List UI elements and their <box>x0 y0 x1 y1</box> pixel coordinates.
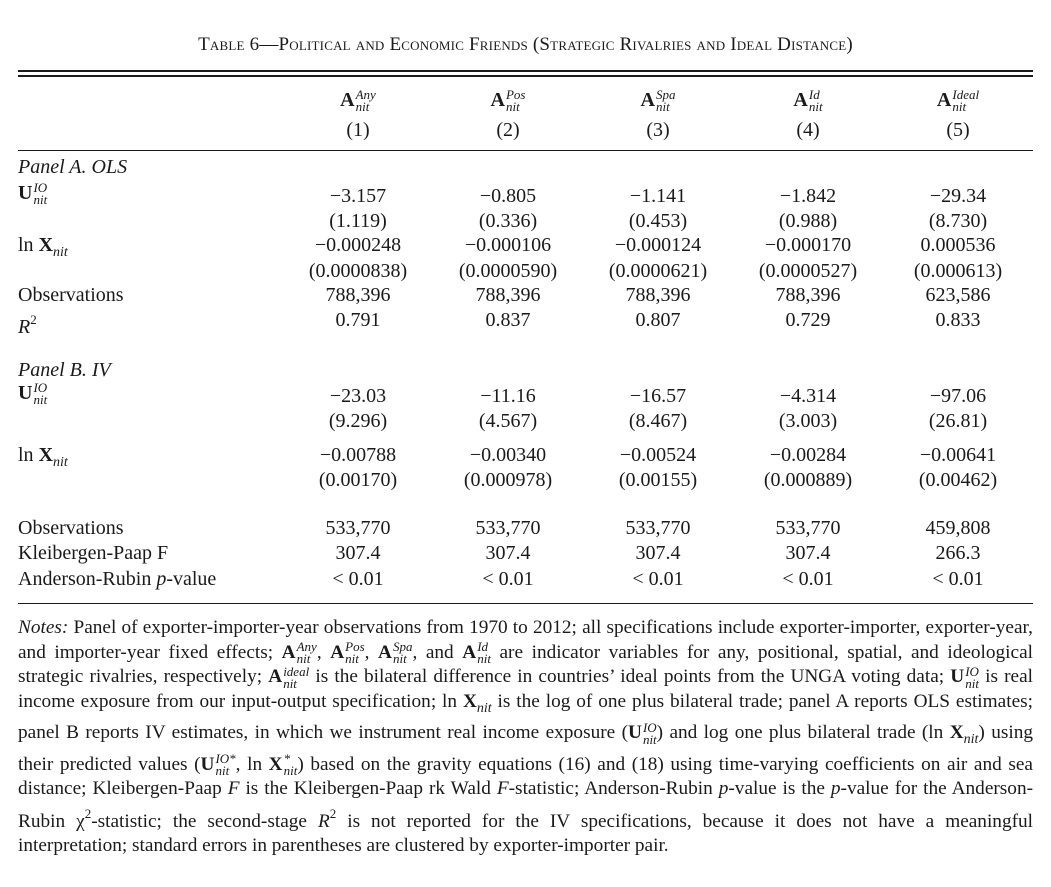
column-header-4: A Id nit <box>793 87 823 115</box>
panel-b-kp-1: 307.4 <box>335 542 381 564</box>
panel-b-x-coef-1: −0.00788 <box>319 444 397 466</box>
panel-a-x-coef-4: −0.000170 <box>764 234 852 256</box>
panel-a-r2-4: 0.729 <box>785 309 831 331</box>
column-number-3: (3) <box>646 119 670 141</box>
panel-b-x-se-1: (0.00170) <box>318 469 398 491</box>
panel-b-obs-2: 533,770 <box>475 517 541 539</box>
panel-a-r2-2: 0.837 <box>485 309 531 331</box>
column-number-5: (5) <box>946 119 970 141</box>
table-notes: Notes: Panel of exporter-importer-year observations from 1970 to 2012; all specifications include exporter-importer, exporter-year, and importer-year fixed effects; A Any nit , A Pos nit , A Spa nit , and A Id nit are indicator variables for any, positional, spatial, and ideological strategic rivalries, respectively; A ideal nit is the bilateral difference in countries’ ideal points from the UNGA voting data; U IO nit is real income exposure from our input-output specification; $\ln X_{nit}$ is the log of one plus bilateral trade; panel A reports OLS estimates; panel B reports IV estimates, in which we instrument real income exposure (U IO nit ) and log one plus bilateral trade (ln $X_{nit}$) using their predicted values (U IO* nit , ln X * nit ) based on the gravity equations (16) and (18) using time-varying coefficients on air and sea distance; Kleibergen-Paap F is the Kleibergen-Paap rk Wald F-statistic; Anderson-Rubin p-value is the p-value for the Anderson-Rubin $\chi^2$-statistic; the second-stage $R^2$ is not reported for the IV specifications, because it does not have a meaningful interpretation; standard errors in parentheses are clustered by exporter-importer pair. <box>18 617 1034 857</box>
column-number-1: (1) <box>346 119 370 141</box>
panel-a-r2-label: $R^2$ <box>18 312 37 338</box>
top-rule <box>18 70 1033 72</box>
row-label-x-panel-a: $\ln X_{nit}$ <box>18 234 68 260</box>
column-header-5: A Ideal nit <box>936 87 980 115</box>
panel-b-u-coef-2: −11.16 <box>480 385 536 407</box>
panel-b-u-se-5: (26.81) <box>928 410 988 432</box>
panel-b-u-coef-4: −4.314 <box>779 385 837 407</box>
panel-a-x-se-4: (0.0000527) <box>758 260 858 282</box>
panel-b-x-se-5: (0.00462) <box>918 469 998 491</box>
table-title <box>0 34 1051 56</box>
panel-a-u-coef-3: −1.141 <box>629 185 687 207</box>
panel-b-ar-5: < 0.01 <box>932 568 984 590</box>
panel-a-x-coef-2: −0.000106 <box>464 234 552 256</box>
panel-b-ar-3: < 0.01 <box>632 568 684 590</box>
panel-a-u-coef-4: −1.842 <box>779 185 837 207</box>
panel-b-obs-4: 533,770 <box>775 517 841 539</box>
panel-b-obs-1: 533,770 <box>325 517 391 539</box>
top-rule-second <box>18 75 1033 77</box>
panel-b-x-coef-3: −0.00524 <box>619 444 697 466</box>
title-text: Political and Economic Friends (Strategic Rivalries and Ideal Distance) <box>278 34 853 55</box>
panel-b-ar-4: < 0.01 <box>782 568 834 590</box>
panel-a-obs-3: 788,396 <box>625 284 691 306</box>
panel-b-obs-3: 533,770 <box>625 517 691 539</box>
column-header-1: A Any nit <box>340 87 376 115</box>
title-dash: — <box>259 34 279 55</box>
panel-b-kp-3: 307.4 <box>635 542 681 564</box>
panel-b-u-coef-5: −97.06 <box>929 385 987 407</box>
panel-a-obs-4: 788,396 <box>775 284 841 306</box>
panel-b-label: Panel B. IV <box>18 359 111 381</box>
panel-b-u-se-3: (8.467) <box>628 410 688 432</box>
row-label-x-panel-b: $\ln X_{nit}$ <box>18 444 68 470</box>
panel-b-u-se-2: (4.567) <box>478 410 538 432</box>
panel-a-x-coef-3: −0.000124 <box>614 234 702 256</box>
panel-b-u-se-1: (9.296) <box>328 410 388 432</box>
panel-b-x-coef-5: −0.00641 <box>919 444 997 466</box>
panel-a-r2-1: 0.791 <box>335 309 381 331</box>
column-number-4: (4) <box>796 119 820 141</box>
panel-a-u-coef-5: −29.34 <box>929 185 987 207</box>
panel-b-anderson-rubin-label: Anderson-Rubin p-value <box>18 568 217 590</box>
row-label-u-panel-b: U IO nit <box>18 380 48 408</box>
panel-a-x-se-2: (0.0000590) <box>458 260 558 282</box>
panel-b-x-se-3: (0.00155) <box>618 469 698 491</box>
panel-b-obs-5: 459,808 <box>925 517 991 539</box>
panel-b-kp-4: 307.4 <box>785 542 831 564</box>
panel-a-u-se-3: (0.453) <box>628 210 688 232</box>
panel-b-kp-2: 307.4 <box>485 542 531 564</box>
panel-b-u-se-4: (3.003) <box>778 410 838 432</box>
panel-a-obs-5: 623,586 <box>925 284 991 306</box>
bottom-rule <box>18 603 1033 604</box>
panel-b-x-coef-2: −0.00340 <box>469 444 547 466</box>
panel-b-kp-5: 266.3 <box>935 542 981 564</box>
panel-b-x-coef-4: −0.00284 <box>769 444 847 466</box>
panel-a-label: Panel A. OLS <box>18 156 128 178</box>
panel-a-u-se-4: (0.988) <box>778 210 838 232</box>
panel-a-x-se-5: (0.000613) <box>913 260 1003 282</box>
panel-a-x-se-1: (0.0000838) <box>308 260 408 282</box>
panel-a-r2-3: 0.807 <box>635 309 681 331</box>
column-header-3: A Spa nit <box>640 87 676 115</box>
panel-a-x-coef-5: 0.000536 <box>920 234 996 256</box>
panel-a-u-se-2: (0.336) <box>478 210 538 232</box>
panel-a-x-coef-1: −0.000248 <box>314 234 402 256</box>
header-rule <box>18 150 1033 151</box>
column-number-2: (2) <box>496 119 520 141</box>
panel-b-ar-2: < 0.01 <box>482 568 534 590</box>
panel-a-r2-5: 0.833 <box>935 309 981 331</box>
panel-b-kleibergen-paap-label: Kleibergen-Paap F <box>18 542 169 564</box>
panel-b-ar-1: < 0.01 <box>332 568 384 590</box>
panel-b-x-se-4: (0.000889) <box>763 469 853 491</box>
table-number: Table 6 <box>198 34 260 55</box>
panel-b-u-coef-3: −16.57 <box>629 385 687 407</box>
panel-b-u-coef-1: −23.03 <box>329 385 387 407</box>
panel-a-u-se-1: (1.119) <box>329 210 387 232</box>
panel-a-u-se-5: (8.730) <box>928 210 988 232</box>
panel-a-u-coef-2: −0.805 <box>479 185 537 207</box>
panel-a-u-coef-1: −3.157 <box>329 185 387 207</box>
panel-a-x-se-3: (0.0000621) <box>608 260 708 282</box>
panel-a-obs-1: 788,396 <box>325 284 391 306</box>
panel-b-observations-label: Observations <box>18 517 124 539</box>
panel-a-observations-label: Observations <box>18 284 124 306</box>
panel-b-x-se-2: (0.000978) <box>463 469 553 491</box>
row-label-u-panel-a: U IO nit <box>18 180 48 208</box>
panel-a-obs-2: 788,396 <box>475 284 541 306</box>
column-header-2: A Pos nit <box>490 87 526 115</box>
